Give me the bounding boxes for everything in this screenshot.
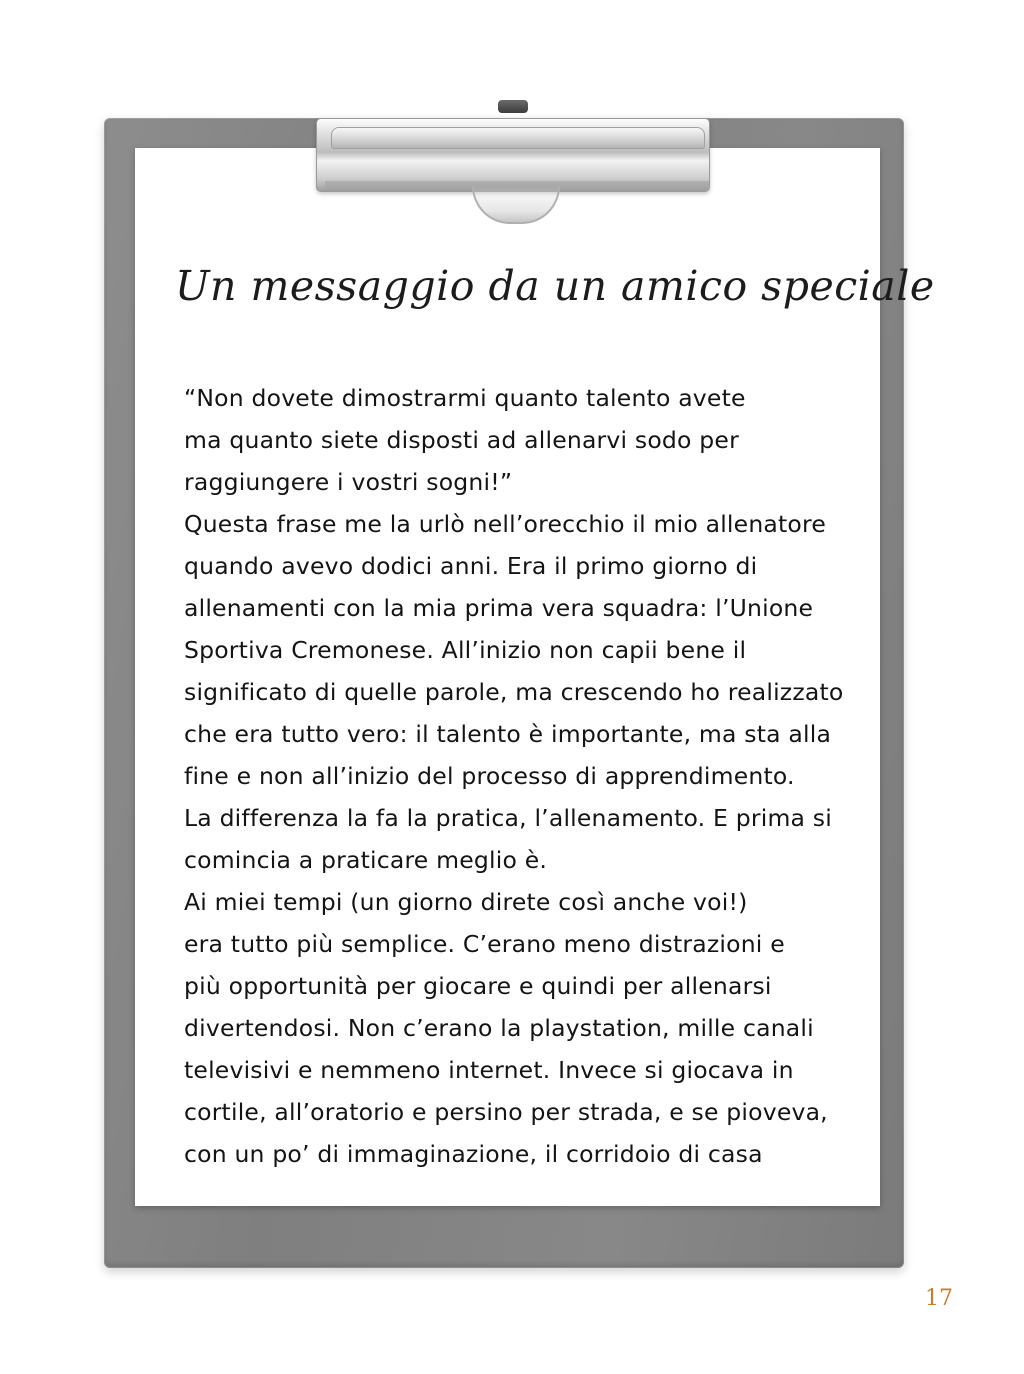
text-line: allenamenti con la mia prima vera squadra: l’Unione xyxy=(184,594,814,622)
text-line: che era tutto vero: il talento è importante, ma sta alla xyxy=(184,720,832,748)
text-line: raggiungere i vostri sogni!” xyxy=(184,468,513,496)
clip-knob-icon xyxy=(498,100,528,113)
text-line: ma quanto siete disposti ad allenarvi sodo per xyxy=(184,426,739,454)
document-body xyxy=(184,377,864,1175)
paragraph-body-1 xyxy=(184,503,864,881)
text-line: La differenza la fa la pratica, l’allenamento. E prima si xyxy=(184,804,832,832)
page-number: 17 xyxy=(925,1286,953,1311)
text-line: Sportiva Cremonese. All’inizio non capii bene il xyxy=(184,636,747,664)
text-line: più opportunità per giocare e quindi per allenarsi xyxy=(184,972,772,1000)
text-line: fine e non all’inizio del processo di apprendimento. xyxy=(184,762,795,790)
text-line: era tutto più semplice. C’erano meno distrazioni e xyxy=(184,930,785,958)
text-line: cortile, all’oratorio e persino per strada, e se pioveva, xyxy=(184,1098,828,1126)
text-line: comincia a praticare meglio è. xyxy=(184,846,548,874)
text-line: Questa frase me la urlò nell’orecchio il mio allenatore xyxy=(184,510,827,538)
text-line: divertendosi. Non c’erano la playstation, mille canali xyxy=(184,1014,814,1042)
text-line: “Non dovete dimostrarmi quanto talento avete xyxy=(184,384,746,412)
text-line: con un po’ di immaginazione, il corridoio di casa xyxy=(184,1140,763,1168)
paragraph-quote xyxy=(184,377,864,503)
text-line: Ai miei tempi (un giorno direte così anche voi!) xyxy=(184,888,748,916)
text-line: televisivi e nemmeno internet. Invece si giocava in xyxy=(184,1056,794,1084)
page-title: Un messaggio da un amico speciale xyxy=(175,262,935,310)
text-line: quando avevo dodici anni. Era il primo giorno di xyxy=(184,552,758,580)
text-line: significato di quelle parole, ma crescendo ho realizzato xyxy=(184,678,844,706)
paragraph-body-2 xyxy=(184,881,864,1175)
